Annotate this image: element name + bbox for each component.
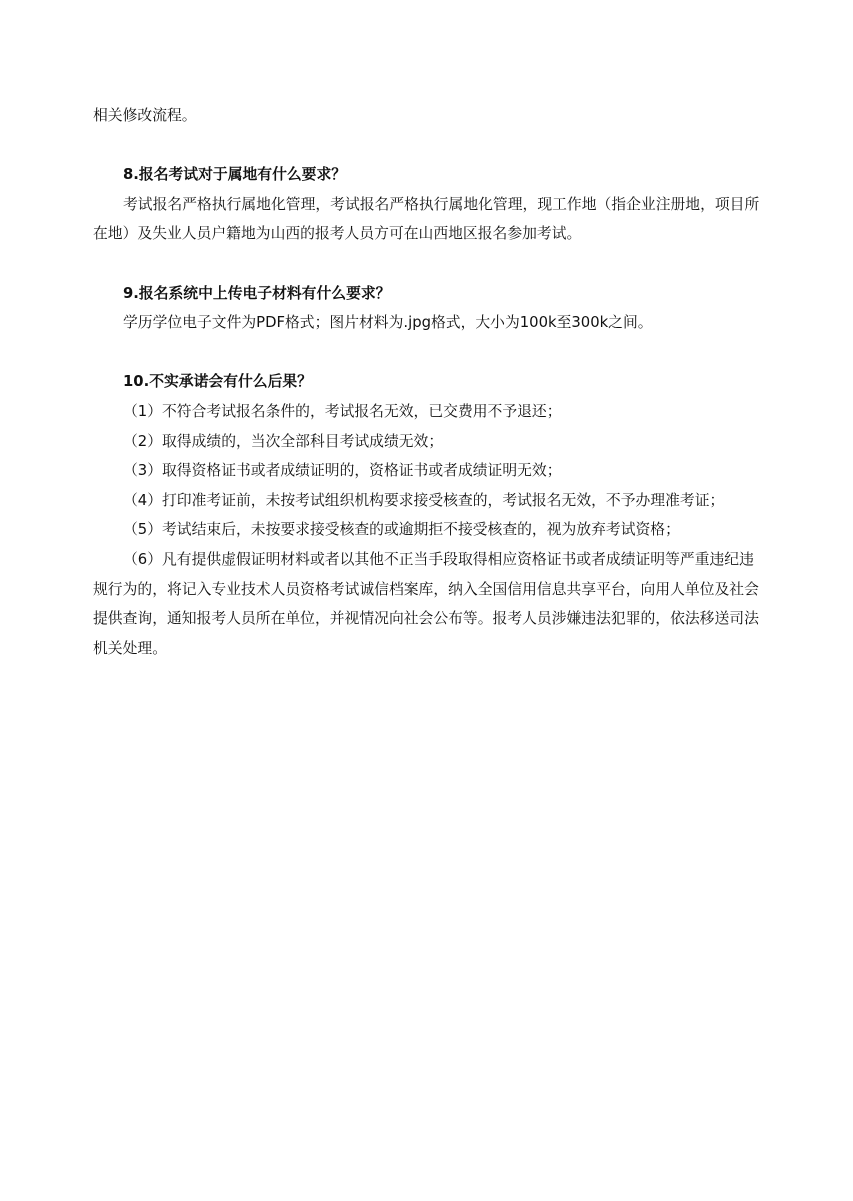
blank-line <box>93 249 761 279</box>
question-heading-9: 9.报名系统中上传电子材料有什么要求？ <box>123 284 391 302</box>
answer-10-item-1: （1）不符合考试报名条件的，考试报名无效，已交费用不予退还； <box>123 402 562 420</box>
answer-8: 考试报名严格执行属地化管理，考试报名严格执行属地化管理，现工作地（指企业注册地，项目所在地）及失业人员户籍地为山西的报考人员方可在山西地区报名参加考试。 <box>93 195 760 243</box>
answer-9: 学历学位电子文件为PDF格式；图片材料为.jpg格式，大小为100k至300k之间。 <box>123 314 653 332</box>
question-heading-10: 10.不实承诺会有什么后果？ <box>123 373 312 391</box>
answer-10-item-2: （2）取得成绩的，当次全部科目考试成绩无效； <box>123 432 444 450</box>
answer-10-item-4: （4）打印准考证前，未按考试组织机构要求接受核查的，考试报名无效，不予办理准考证； <box>123 491 725 509</box>
document-body <box>93 101 761 663</box>
answer-10-item-5: （5）考试结束后，未按要求接受核查的或逾期拒不接受核查的，视为放弃考试资格； <box>123 521 680 539</box>
answer-10-item-6: （6）凡有提供虚假证明材料或者以其他不正当手段取得相应资格证书或者成绩证明等严重违纪违规行为的，将记入专业技术人员资格考试诚信档案库，纳入全国信用信息共享平台，向用人单位及社会提供查询，通知报考人员所在单位，并视情况向社会公布等。报考人员涉嫌违法犯罪的，依法移送司法机关处理。 <box>93 550 759 657</box>
question-heading-8: 8.报名考试对于属地有什么要求？ <box>123 166 347 184</box>
blank-line <box>93 131 761 161</box>
blank-line <box>93 338 761 368</box>
paragraph-revision-process: 相关修改流程。 <box>93 107 197 124</box>
answer-10-item-3: （3）取得资格证书或者成绩证明的，资格证书或者成绩证明无效； <box>123 462 562 480</box>
